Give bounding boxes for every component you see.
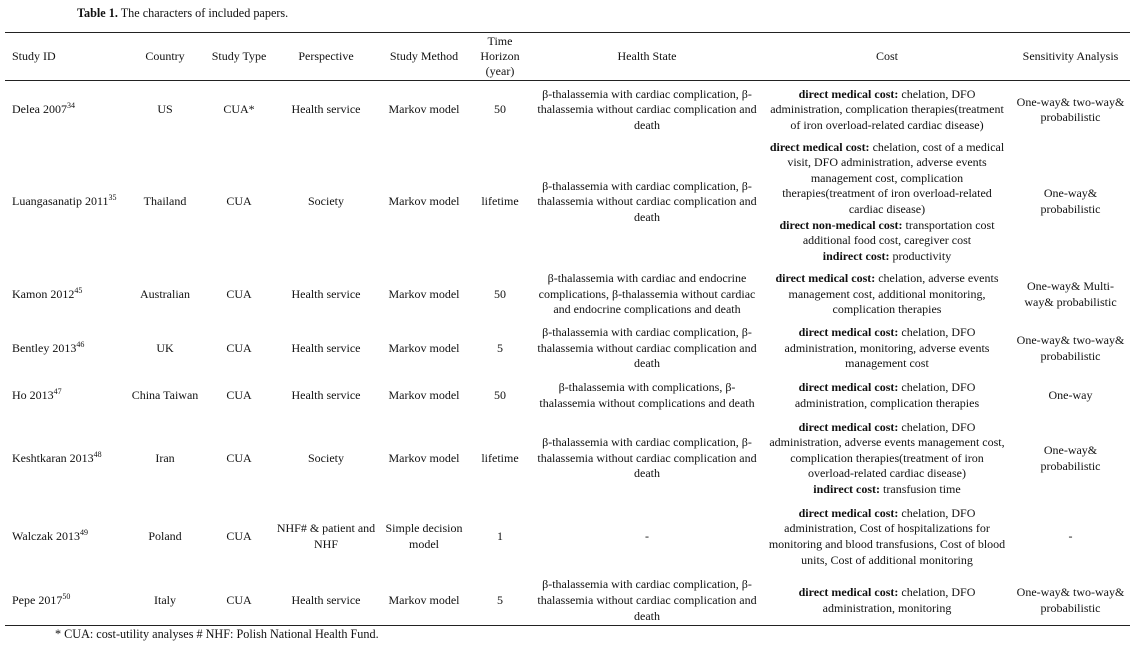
type-cell: CUA bbox=[226, 388, 252, 403]
cost-category: direct medical cost: bbox=[798, 86, 899, 101]
method-cell: Markov model bbox=[388, 102, 460, 117]
cost-items: chelation, DFO administration, complication therapies(treatment of iron overload-related cardiac disease) bbox=[770, 86, 1004, 133]
study-id-cell bbox=[5, 373, 125, 420]
cost-category: direct medical cost: bbox=[769, 139, 870, 154]
reference-number: 45 bbox=[74, 285, 83, 295]
method-cell: Markov model bbox=[388, 194, 460, 209]
sensitivity-cell: - bbox=[1068, 529, 1073, 544]
reference-number: 34 bbox=[66, 101, 75, 111]
cost-entry bbox=[766, 585, 1008, 616]
health-cell: β-thalassemia with cardiac complication, β-thalassemia without cardiac complication and death bbox=[531, 577, 763, 626]
type-cell: CUA bbox=[226, 286, 252, 301]
cost-entry bbox=[766, 249, 1008, 265]
health-cell: β-thalassemia with cardiac complication, β-thalassemia without cardiac complication and death bbox=[537, 325, 757, 371]
cost-items: transportation cost additional food cost, caregiver cost bbox=[802, 217, 995, 248]
type-cell: CUA bbox=[205, 577, 273, 626]
cost-items: transfusion time bbox=[883, 481, 961, 496]
horizon-cell: 50 bbox=[494, 388, 506, 403]
perspective-cell: Society bbox=[308, 450, 344, 465]
country-cell: UK bbox=[156, 340, 174, 355]
perspective-cell: Health service bbox=[291, 102, 361, 117]
col-header-sensitivity: Sensitivity Analysis bbox=[1011, 33, 1130, 81]
reference-number: 46 bbox=[76, 339, 85, 349]
method-cell: Simple decision model bbox=[385, 521, 463, 551]
cost-items: chelation, cost of a medical visit, DFO administration, adverse events management cost, complication therapies(treatment of iron overload-related cardiac disease) bbox=[782, 139, 1005, 216]
health-cell: β-thalassemia with cardiac and endocrine complications, β-thalassemia without cardiac and endocrine complications and death bbox=[538, 271, 756, 317]
sensitivity-cell: One-way& Multi-way& probabilistic bbox=[1024, 278, 1117, 309]
type-cell: CUA bbox=[226, 340, 252, 355]
reference-number: 47 bbox=[53, 387, 62, 397]
study-name: Ho 2013 bbox=[12, 388, 54, 403]
study-id-cell bbox=[5, 577, 125, 626]
cost-category: direct medical cost: bbox=[798, 325, 899, 340]
method-cell: Markov model bbox=[388, 340, 460, 355]
cost-category: direct non-medical cost: bbox=[779, 217, 903, 232]
included-papers-table bbox=[5, 32, 1130, 626]
country-cell: Iran bbox=[155, 450, 175, 465]
table-row bbox=[5, 265, 1130, 325]
sensitivity-cell: One-way bbox=[1048, 388, 1093, 403]
study-name: Delea 2007 bbox=[12, 102, 67, 117]
perspective-cell: Health service bbox=[273, 577, 379, 626]
cost-entry bbox=[766, 380, 1008, 411]
study-name: Pepe 2017 bbox=[12, 592, 63, 607]
type-cell: CUA bbox=[226, 529, 252, 544]
horizon-cell: lifetime bbox=[481, 450, 519, 465]
col-header-time-horizon: Time Horizon (year) bbox=[469, 33, 531, 81]
health-cell: β-thalassemia with cardiac complication, β-thalassemia without cardiac complication and death bbox=[537, 86, 757, 133]
perspective-cell: Health service bbox=[291, 286, 361, 301]
method-cell: Markov model bbox=[388, 450, 460, 465]
col-header-health-state: Health State bbox=[531, 33, 763, 81]
col-header-cost: Cost bbox=[763, 33, 1011, 81]
study-name: Keshtkaran 2013 bbox=[12, 450, 94, 465]
country-cell: Italy bbox=[125, 577, 205, 626]
perspective-cell: Health service bbox=[291, 388, 361, 403]
cost-category: indirect cost: bbox=[822, 248, 890, 263]
table-caption bbox=[77, 6, 288, 21]
study-name: Walczak 2013 bbox=[12, 529, 81, 544]
health-cell: β-thalassemia with complications, β-thalassemia without complications and death bbox=[539, 380, 755, 410]
cost-entry bbox=[766, 325, 1008, 372]
health-cell: - bbox=[645, 529, 649, 544]
table-row bbox=[5, 420, 1130, 498]
perspective-cell: Health service bbox=[291, 340, 361, 355]
sensitivity-cell: One-way& probabilistic bbox=[1040, 442, 1101, 473]
cost-entry bbox=[766, 482, 1008, 498]
horizon-cell: lifetime bbox=[481, 194, 519, 209]
col-header-perspective: Perspective bbox=[273, 33, 379, 81]
sensitivity-cell: One-way& two-way& probabilistic bbox=[1011, 577, 1130, 626]
table-footnote: * CUA: cost-utility analyses # NHF: Polish National Health Fund. bbox=[55, 627, 379, 641]
header-row bbox=[5, 33, 1130, 81]
type-cell: CUA bbox=[226, 450, 252, 465]
cost-entry bbox=[766, 420, 1008, 482]
horizon-cell: 50 bbox=[494, 286, 506, 301]
col-header-country: Country bbox=[125, 33, 205, 81]
type-cell: CUA bbox=[226, 194, 252, 209]
study-name: Bentley 2013 bbox=[12, 340, 77, 355]
cost-items: chelation, DFO administration, complication therapies bbox=[794, 380, 980, 410]
method-cell: Markov model bbox=[388, 286, 460, 301]
cost-entry bbox=[766, 140, 1008, 218]
health-cell: β-thalassemia with cardiac complication, β-thalassemia without cardiac complication and death bbox=[537, 178, 757, 224]
country-cell: Australian bbox=[140, 286, 190, 301]
cost-items: productivity bbox=[892, 248, 952, 263]
cost-category: direct medical cost: bbox=[798, 419, 899, 434]
cost-entry bbox=[766, 87, 1008, 134]
health-cell: β-thalassemia with cardiac complication, β-thalassemia without cardiac complication and death bbox=[537, 435, 757, 481]
col-header-study-method: Study Method bbox=[379, 33, 469, 81]
table-row bbox=[5, 577, 1130, 626]
table-row bbox=[5, 373, 1130, 420]
method-cell: Markov model bbox=[388, 388, 460, 403]
cost-items: chelation, DFO administration, monitoring, adverse events management cost bbox=[784, 325, 990, 371]
sensitivity-cell: One-way& probabilistic bbox=[1040, 186, 1101, 216]
cost-cell bbox=[763, 325, 1011, 373]
cost-category: indirect cost: bbox=[813, 481, 881, 496]
table-row bbox=[5, 140, 1130, 265]
perspective-cell: NHF# & patient and NHF bbox=[276, 521, 376, 551]
cost-cell bbox=[763, 140, 1011, 265]
reference-number: 48 bbox=[93, 449, 102, 459]
cost-category: direct medical cost: bbox=[775, 271, 876, 286]
table-row bbox=[5, 498, 1130, 577]
cost-entry bbox=[766, 506, 1008, 568]
study-name: Kamon 2012 bbox=[12, 286, 75, 301]
horizon-cell: 50 bbox=[494, 102, 506, 117]
cost-cell bbox=[763, 373, 1011, 420]
cost-items: chelation, adverse events management cost, additional monitoring, complication therapies bbox=[788, 271, 999, 317]
cost-category: direct medical cost: bbox=[798, 585, 899, 600]
cost-items: chelation, DFO administration, Cost of hospitalizations for monitoring and blood transfusions, Cost of blood units, Cost of additional monitoring bbox=[768, 505, 1006, 567]
reference-number: 35 bbox=[108, 193, 117, 203]
cost-entry bbox=[766, 271, 1008, 318]
horizon-cell: 5 bbox=[469, 577, 531, 626]
type-cell: CUA* bbox=[223, 102, 255, 117]
cost-category: direct medical cost: bbox=[798, 505, 899, 520]
reference-number: 49 bbox=[80, 528, 89, 538]
study-id-cell bbox=[5, 498, 125, 577]
col-header-study-type: Study Type bbox=[205, 33, 273, 81]
table-row bbox=[5, 81, 1130, 140]
sensitivity-cell: One-way& two-way& probabilistic bbox=[1016, 332, 1125, 363]
caption-label: Table 1. bbox=[77, 6, 118, 20]
cost-cell bbox=[763, 265, 1011, 325]
country-cell: US bbox=[157, 102, 173, 117]
cost-items: chelation, DFO administration, adverse events management cost, complication therapies(treatment of iron overload-related cardiac disease) bbox=[769, 419, 1005, 481]
study-id-cell bbox=[5, 140, 125, 265]
country-cell: Thailand bbox=[143, 194, 187, 209]
cost-cell bbox=[763, 420, 1011, 498]
cost-category: direct medical cost: bbox=[798, 380, 899, 395]
horizon-cell: 1 bbox=[497, 529, 503, 544]
study-id-cell bbox=[5, 81, 125, 140]
cost-cell bbox=[763, 577, 1011, 626]
country-cell: Poland bbox=[148, 529, 182, 544]
perspective-cell: Society bbox=[308, 194, 344, 209]
cost-items: chelation, DFO administration, monitoring bbox=[822, 585, 976, 615]
table-row bbox=[5, 325, 1130, 373]
study-id-cell bbox=[5, 420, 125, 498]
reference-number: 50 bbox=[62, 591, 71, 601]
method-cell: Markov model bbox=[379, 577, 469, 626]
caption-text: The characters of included papers. bbox=[120, 6, 289, 20]
cost-cell bbox=[763, 81, 1011, 140]
horizon-cell: 5 bbox=[497, 340, 503, 355]
sensitivity-cell: One-way& two-way& probabilistic bbox=[1016, 94, 1125, 125]
study-name: Luangasanatip 2011 bbox=[12, 194, 109, 209]
study-id-cell bbox=[5, 265, 125, 325]
cost-entry bbox=[766, 218, 1008, 249]
cost-cell bbox=[763, 498, 1011, 577]
study-id-cell bbox=[5, 325, 125, 373]
col-header-study-id: Study ID bbox=[5, 33, 125, 81]
country-cell: China Taiwan bbox=[131, 388, 199, 403]
